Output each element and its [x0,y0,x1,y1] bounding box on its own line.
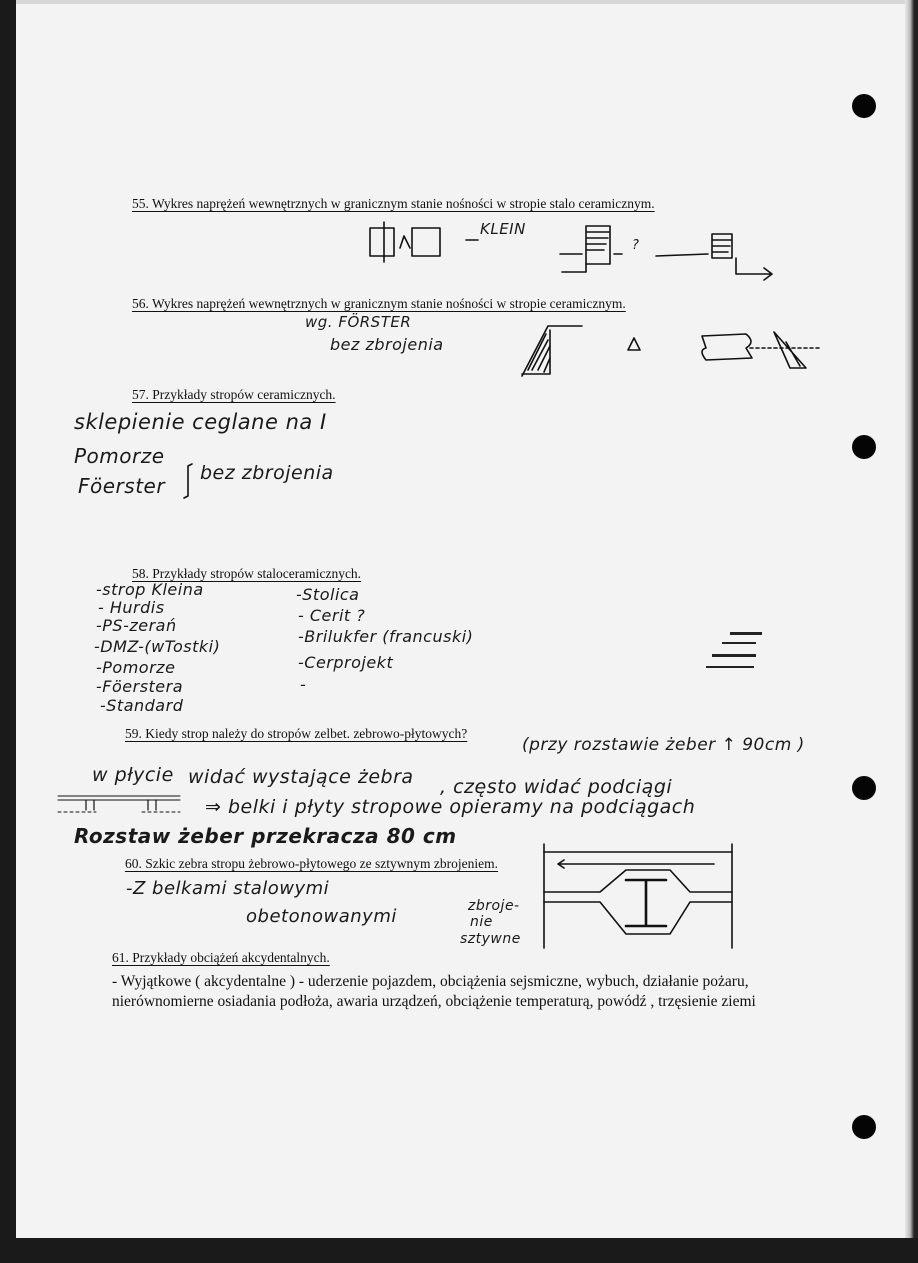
punch-hole [852,435,876,459]
scan-smudge [722,642,756,644]
list-item: -Cerprojekt [298,653,394,672]
note-widac-zebra: widać wystające żebra [188,766,414,788]
stress-diagram-sketch-56 [510,318,830,382]
punch-hole [852,94,876,118]
scan-edge-top [0,0,918,4]
note-zbrojenie-label: zbroje- [468,898,520,914]
question-59: 59. Kiedy strop należy do stropów zelbet. zebrowo-płytowych? [125,726,468,741]
note-forster: wg. FÖRSTER [305,313,412,331]
note-zbrojenie-label: nie [470,914,493,930]
note-pomorze: Pomorze [74,444,165,468]
note-foerster: Föerster [78,474,166,498]
answer-61: - Wyjątkowe ( akcydentalne ) - uderzenie pojazdem, obciążenia sejsmiczne, wybuch, działanie pożaru, nierównomierne osiadania podłoża, awaria urządzeń, obciążenie temperaturą, powódź , trzęsienie ziemi [112,973,756,1010]
question-60: 60. Szkic zebra stropu żebrowo-płytowego ze sztywnym zbrojeniem. [125,856,499,871]
list-item: -Föerstera [96,677,184,696]
question-61: 61. Przykłady obciążeń akcydentalnych. [112,950,330,965]
list-item: - Hurdis [98,598,165,617]
brace-sketch [182,462,196,500]
list-item: -Standard [100,696,184,715]
list-item: - Cerit ? [298,606,366,625]
list-item: - [300,675,307,694]
scan-edge-bottom [0,1238,918,1263]
punch-hole [852,1115,876,1139]
note-sklepienie: sklepienie ceglane na I [74,410,327,434]
stress-diagram-sketch-55 [360,218,780,288]
list-item: -strop Kleina [96,580,204,599]
note-rozstaw-side: (przy rozstawie żeber ↑ 90cm ) [522,735,805,755]
note-bez-zbrojenia-57: bez zbrojenia [200,462,334,484]
question-55: 55. Wykres naprężeń wewnętrznych w granicznym stanie nośności w stropie stalo ceramicznym. [132,196,655,211]
scan-smudge [712,654,756,657]
question-58: 58. Przykłady stropów staloceramicznych. [132,566,362,581]
note-belki-plyty: ⇒ belki i płyty stropowe opieramy na podciągach [205,796,696,818]
list-item: -Brilukfer (francuski) [298,627,474,646]
note-rozstaw-zeber: Rozstaw żeber przekracza 80 cm [74,824,457,848]
note-zbrojenie-label: sztywne [460,931,521,947]
note-podciagi: , często widać podciągi [440,776,673,798]
note-z-belkami: -Z belkami stalowymi [126,878,330,899]
note-w-plycie: w płycie [92,764,174,786]
note-question-mark: ? [632,238,640,253]
list-item: -Stolica [296,585,360,604]
punch-hole [852,776,876,800]
list-item: -PS-zerań [96,616,177,635]
slab-sketch [56,790,186,820]
scan-smudge [706,666,754,668]
question-56: 56. Wykres naprężeń wewnętrznych w granicznym stanie nośności w stropie ceramicznym. [132,296,626,311]
note-klein: KLEIN [480,220,526,238]
list-item: -Pomorze [96,658,176,677]
question-57: 57. Przykłady stropów ceramicznych. [132,387,336,402]
note-obetonowanymi: obetonowanymi [246,906,397,927]
list-item: -DMZ-(wTostki) [94,637,221,656]
rib-section-sketch [530,840,740,952]
note-bez-zbrojenia-56: bez zbrojenia [330,335,444,354]
scan-smudge [730,632,762,635]
scan-edge-left [0,0,16,1263]
scan-edge-right [905,0,918,1263]
